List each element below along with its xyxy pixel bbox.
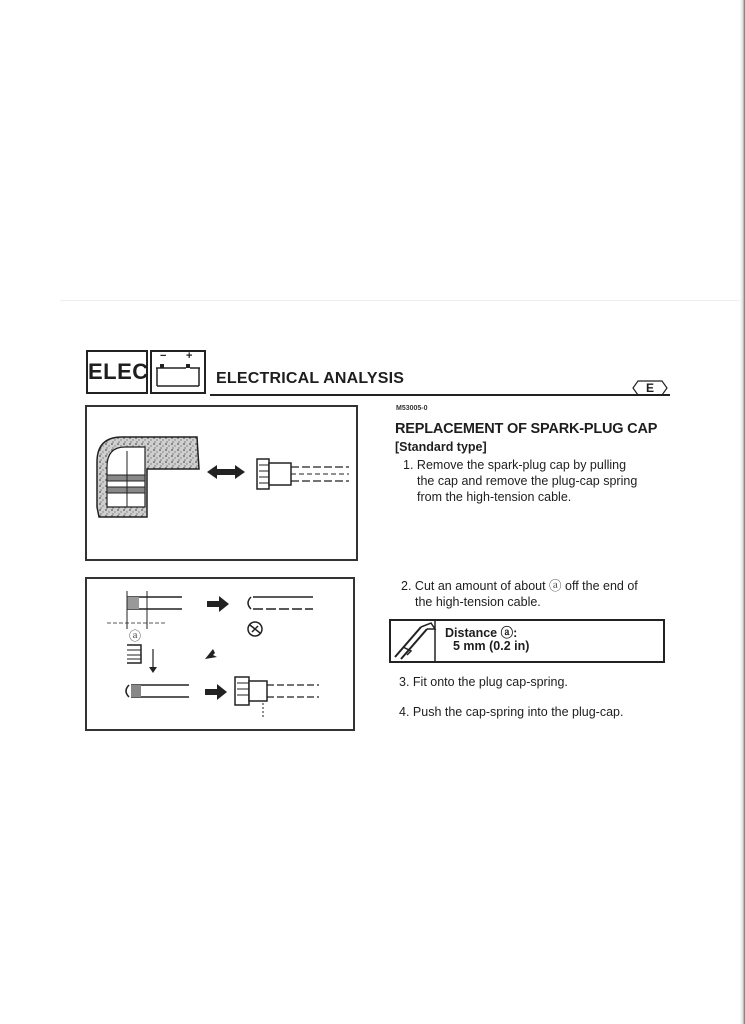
step-number: 2. [401, 579, 412, 593]
callout-a: ⓐ [129, 629, 142, 643]
step-text-line: from the high-tension cable. [417, 490, 572, 504]
step-text-line: Cut an amount of about ⓐ off the end of [414, 579, 638, 593]
step-1 [403, 457, 669, 505]
step-text-line: the high-tension cable. [415, 595, 541, 609]
cut-cable-drawing [248, 597, 313, 609]
procedure-title: REPLACEMENT OF SPARK-PLUG CAP [395, 421, 658, 437]
section-code-badge: ELEC [86, 350, 148, 394]
spec-value: 5 mm (0.2 in) [453, 639, 530, 653]
assembled-cable-drawing [235, 677, 319, 717]
cable-end-drawing [107, 591, 182, 629]
step-text-line: the cap and remove the plug-cap spring [417, 474, 638, 488]
step-text-line: Fit onto the plug cap-spring. [412, 675, 568, 689]
figure-spark-plug-cap-removal [85, 405, 358, 561]
scan-line [60, 300, 740, 301]
arrow-down-left-icon [205, 643, 225, 659]
spring-drawing [127, 645, 157, 673]
section-title: ELECTRICAL ANALYSIS [216, 370, 405, 387]
step-4 [399, 704, 623, 720]
spec-label: Distance ⓐ: [445, 626, 518, 640]
doc-code: M53005-0 [396, 405, 428, 412]
step-text-line: Remove the spark-plug cap by pulling [416, 458, 627, 472]
arrow-right-icon-2 [205, 684, 227, 700]
spec-box [389, 619, 665, 663]
step-number: 3. [399, 675, 410, 689]
no-tool-icon [248, 622, 262, 636]
plug-cap-drawing [97, 437, 199, 517]
scan-edge [740, 0, 745, 1024]
language-badge: E [645, 381, 654, 395]
cable-drawing [257, 459, 349, 489]
caliper-icon [391, 621, 439, 661]
header-rule [210, 394, 670, 396]
page-header [86, 350, 670, 398]
step-number: 1. [403, 458, 414, 472]
step-text-line: Push the cap-spring into the plug-cap. [412, 705, 624, 719]
figure-cable-cut-and-fit [85, 577, 355, 731]
battery-minus: − [160, 350, 167, 362]
battery-plus: + [186, 350, 193, 362]
arrow-right-icon [207, 596, 229, 612]
battery-icon [150, 350, 206, 394]
cable-prepared-drawing [126, 685, 189, 697]
double-arrow-icon [207, 465, 245, 479]
step-number: 4. [399, 705, 410, 719]
procedure-subtitle: [Standard type] [395, 440, 487, 454]
step-2 [401, 578, 669, 610]
step-3 [399, 674, 568, 690]
